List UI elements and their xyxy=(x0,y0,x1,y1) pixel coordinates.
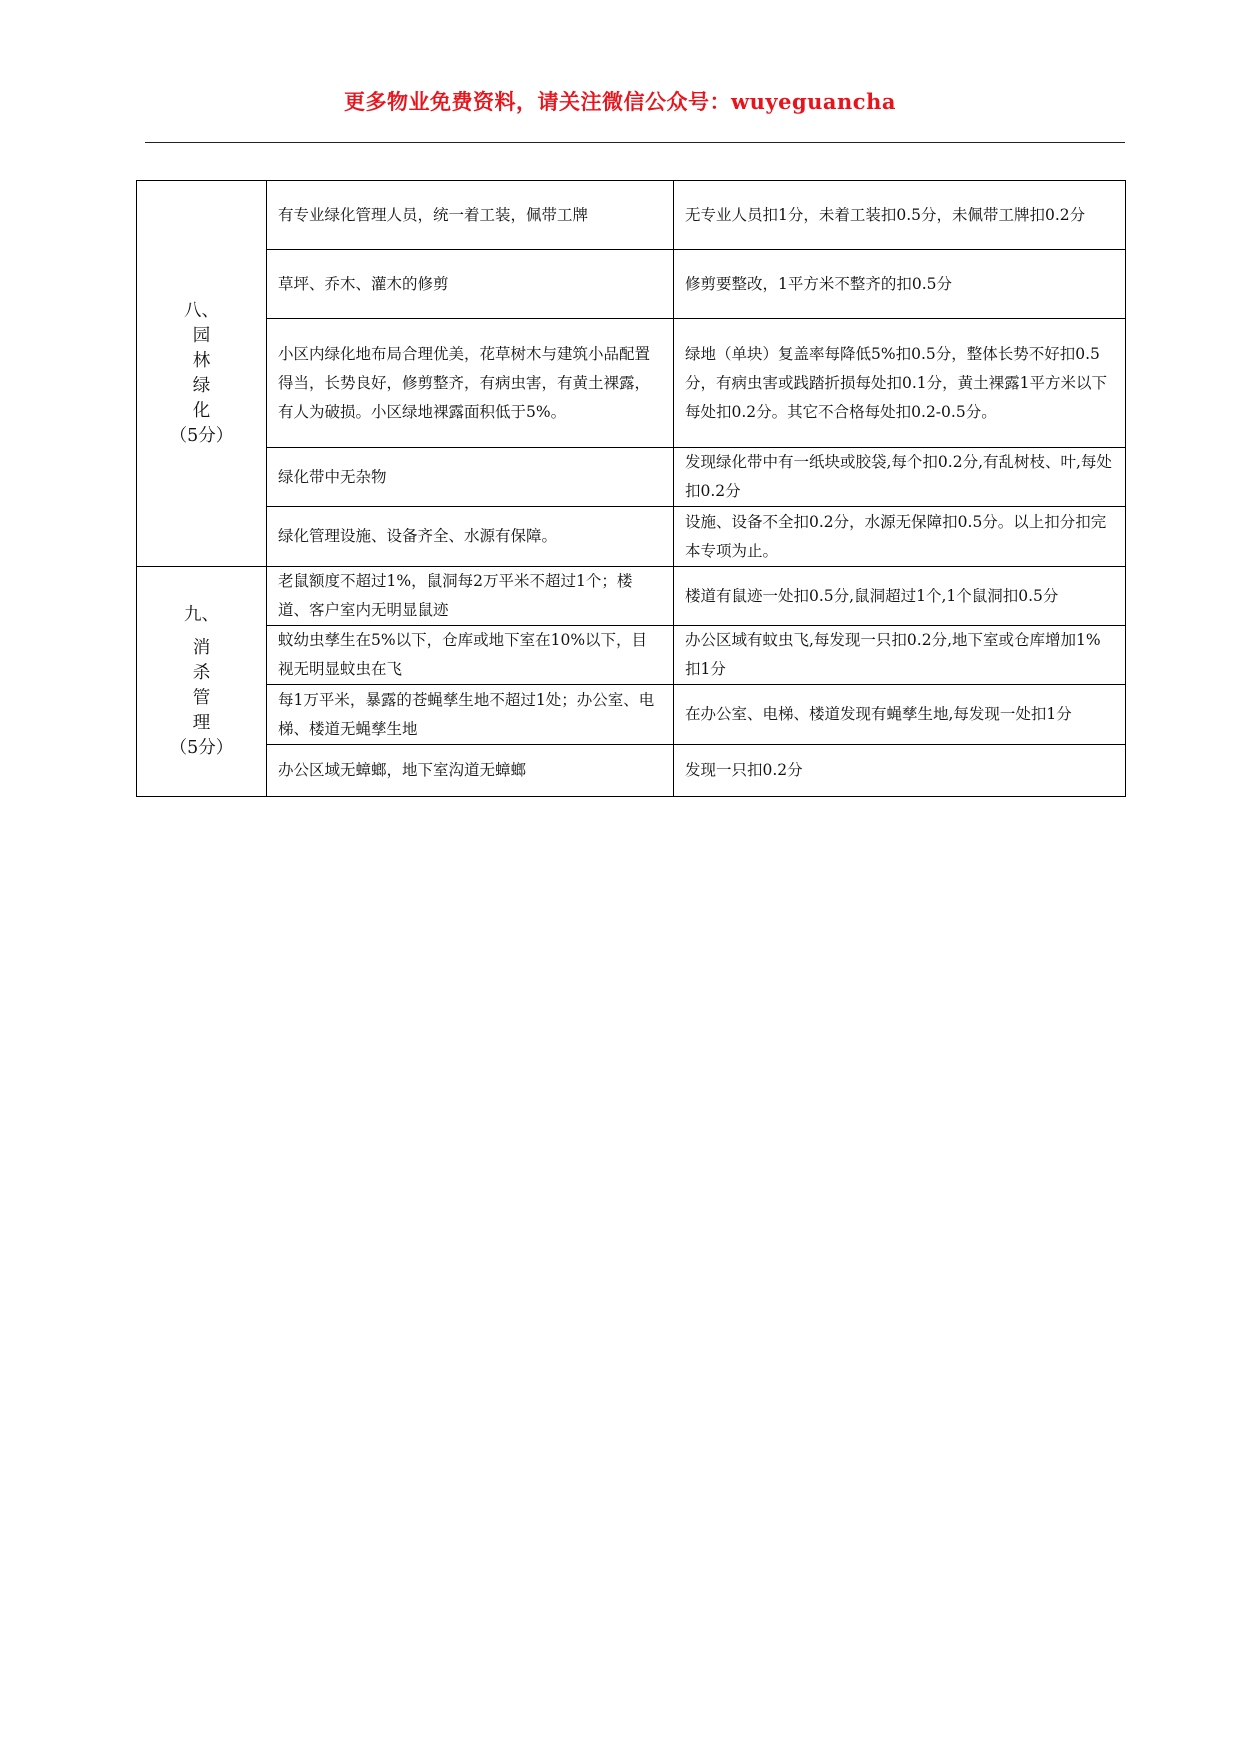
category-line: 九、 xyxy=(184,604,219,625)
category-cell-landscaping xyxy=(137,181,267,567)
standards-table xyxy=(136,180,1126,797)
table-row xyxy=(137,745,1126,797)
table-row xyxy=(137,448,1126,507)
requirement-cell: 蚊幼虫孳生在5%以下，仓库或地下室在10%以下，目视无明显蚊虫在飞 xyxy=(267,626,674,685)
deduction-cell: 修剪要整改，1平方米不整齐的扣0.5分 xyxy=(674,250,1126,319)
requirement-cell: 小区内绿化地布局合理优美，花草树木与建筑小品配置得当，长势良好，修剪整齐，有病虫害，有黄土裸露，有人为破损。小区绿地裸露面积低于5%。 xyxy=(267,319,674,448)
requirement-cell: 办公区域无蟑螂，地下室沟道无蟑螂 xyxy=(267,745,674,797)
table-row xyxy=(137,685,1126,745)
requirement-cell: 绿化带中无杂物 xyxy=(267,448,674,507)
header-divider xyxy=(145,142,1125,143)
header-banner: 更多物业免费资料，请关注微信公众号：wuyeguancha xyxy=(344,89,896,114)
deduction-cell: 楼道有鼠迹一处扣0.5分,鼠洞超过1个,1个鼠洞扣0.5分 xyxy=(674,567,1126,626)
table-row xyxy=(137,250,1126,319)
deduction-cell: 发现绿化带中有一纸块或胶袋,每个扣0.2分,有乱树枝、叶,每处扣0.2分 xyxy=(674,448,1126,507)
table-row xyxy=(137,319,1126,448)
table-row xyxy=(137,507,1126,567)
requirement-cell: 草坪、乔木、灌木的修剪 xyxy=(267,250,674,319)
deduction-cell: 发现一只扣0.2分 xyxy=(674,745,1126,797)
requirement-cell: 每1万平米，暴露的苍蝇孳生地不超过1处；办公室、电梯、楼道无蝇孳生地 xyxy=(267,685,674,745)
table-row xyxy=(137,567,1126,626)
requirement-cell: 绿化管理设施、设备齐全、水源有保障。 xyxy=(267,507,674,567)
category-line: 林 xyxy=(192,350,211,371)
deduction-cell: 绿地（单块）复盖率每降低5%扣0.5分，整体长势不好扣0.5分，有病虫害或践踏折损每处扣0.1分，黄土裸露1平方米以下每处扣0.2分。其它不合格每处扣0.2-0.5分。 xyxy=(674,319,1126,448)
deduction-cell: 办公区域有蚊虫飞,每发现一只扣0.2分,地下室或仓库增加1%扣1分 xyxy=(674,626,1126,685)
category-line: 化 xyxy=(192,400,211,421)
category-line: （5分） xyxy=(169,737,234,758)
category-line: 绿 xyxy=(192,375,211,396)
category-line: （5分） xyxy=(169,425,234,446)
deduction-cell: 在办公室、电梯、楼道发现有蝇孳生地,每发现一处扣1分 xyxy=(674,685,1126,745)
category-line: 消 xyxy=(192,637,211,658)
category-line: 杀 xyxy=(192,662,211,683)
deduction-cell: 设施、设备不全扣0.2分，水源无保障扣0.5分。以上扣分扣完本专项为止。 xyxy=(674,507,1126,567)
category-line: 管 xyxy=(192,687,211,708)
requirement-cell: 老鼠额度不超过1%，鼠洞每2万平米不超过1个；楼道、客户室内无明显鼠迹 xyxy=(267,567,674,626)
table-row xyxy=(137,181,1126,250)
category-line: 理 xyxy=(192,712,211,733)
deduction-cell: 无专业人员扣1分，未着工装扣0.5分，未佩带工牌扣0.2分 xyxy=(674,181,1126,250)
category-line: 园 xyxy=(192,325,211,346)
category-cell-pest-control xyxy=(137,567,267,797)
category-gap xyxy=(148,628,255,636)
requirement-cell: 有专业绿化管理人员，统一着工装，佩带工牌 xyxy=(267,181,674,250)
category-line: 八、 xyxy=(184,300,219,321)
table-row xyxy=(137,626,1126,685)
